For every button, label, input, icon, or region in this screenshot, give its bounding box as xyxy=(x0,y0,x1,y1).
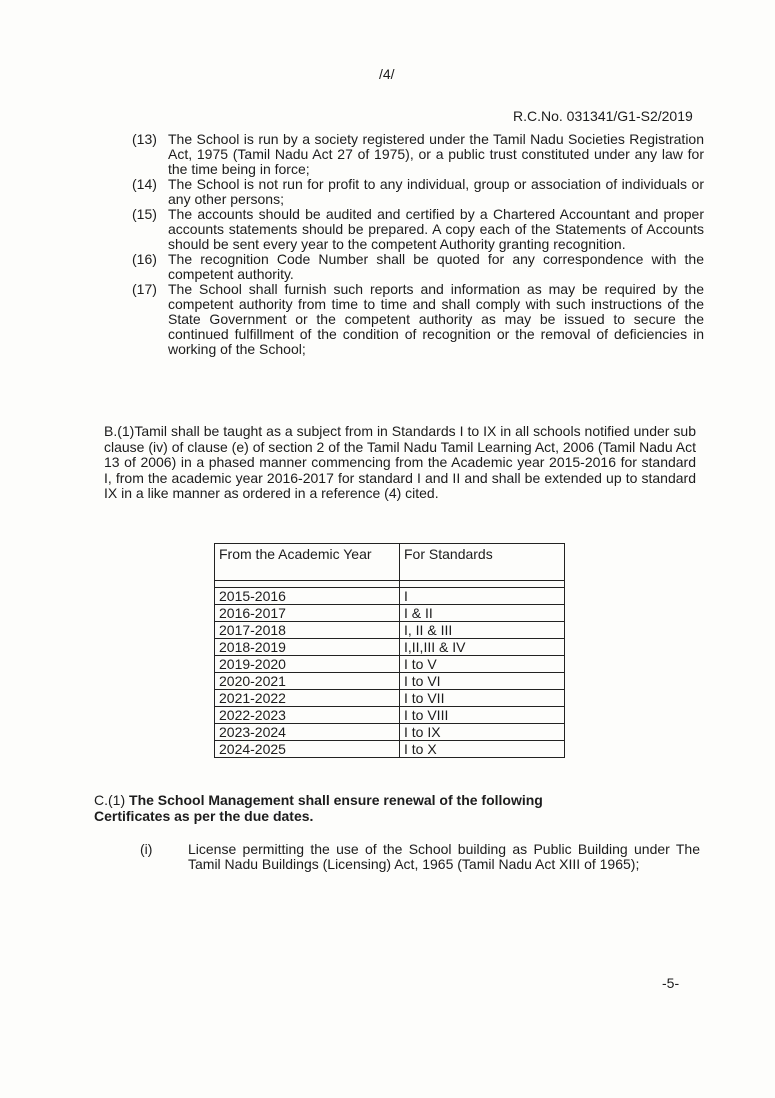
standards-cell: I to V xyxy=(400,656,565,673)
table-row xyxy=(215,707,565,724)
standards-cell: I, II & III xyxy=(400,622,565,639)
item-number: (16) xyxy=(132,251,157,267)
tamil-standards-table xyxy=(214,543,565,758)
item-number: (15) xyxy=(132,206,157,222)
list-item xyxy=(132,177,704,207)
section-b-paragraph: B.(1)Tamil shall be taught as a subject from in Standards I to IX in all schools notified under sub clause (iv) of clause (e) of section 2 of the Tamil Nadu Tamil Learning Act, 2006 (Tamil Nadu Act 13 of 2006) in a phased manner commencing from the Academic year 2015-2016 for standard I, from the academic year 2016-2017 for standard I and II and shall be extended up to standard IX in a like manner as ordered in a reference (4) cited. xyxy=(104,423,696,501)
conditions-list xyxy=(132,132,704,357)
table-row xyxy=(215,724,565,741)
column-header-year: From the Academic Year xyxy=(215,544,400,581)
item-number: (14) xyxy=(132,176,157,192)
item-text: The accounts should be audited and certified by a Chartered Accountant and proper accounts statements should be prepared. A copy each of the Statements of Accounts should be sent every year to the competent Authority granting recognition. xyxy=(168,206,704,252)
standards-cell: I to VIII xyxy=(400,707,565,724)
table-spacer-row xyxy=(215,581,565,588)
spacer-cell xyxy=(400,581,565,588)
standards-cell: I,II,III & IV xyxy=(400,639,565,656)
standards-cell: I to VII xyxy=(400,690,565,707)
year-cell: 2019-2020 xyxy=(215,656,400,673)
column-header-standards: For Standards xyxy=(400,544,565,581)
year-cell: 2021-2022 xyxy=(215,690,400,707)
section-c-heading xyxy=(94,792,594,824)
standards-cell: I & II xyxy=(400,605,565,622)
year-cell: 2020-2021 xyxy=(215,673,400,690)
year-cell: 2017-2018 xyxy=(215,622,400,639)
year-cell: 2016-2017 xyxy=(215,605,400,622)
table-row xyxy=(215,690,565,707)
item-text: The School is not run for profit to any individual, group or association of individuals or any other persons; xyxy=(168,176,704,207)
item-number: (17) xyxy=(132,281,157,297)
list-item xyxy=(132,132,704,177)
year-cell: 2024-2025 xyxy=(215,741,400,758)
spacer-cell xyxy=(215,581,400,588)
page-marker: /4/ xyxy=(379,66,395,82)
item-text: The School shall furnish such reports and information as may be required by the competent authority from time to time and shall comply with such instructions of the State Government or the competent authority as may be issued to secure the continued fulfillment of the condition of recognition or the removal of deficiencies in working of the School; xyxy=(168,281,704,357)
section-c-heading-text: The School Management shall ensure renewal of the following Certificates as per the due dates. xyxy=(94,792,543,824)
year-cell: 2015-2016 xyxy=(215,588,400,605)
section-c-prefix: C.(1) xyxy=(94,792,126,808)
item-number: (13) xyxy=(132,131,157,147)
standards-cell: I to VI xyxy=(400,673,565,690)
list-item xyxy=(132,252,704,282)
reference-number: R.C.No. 031341/G1-S2/2019 xyxy=(513,108,693,124)
table-row xyxy=(215,588,565,605)
item-text: License permitting the use of the School building as Public Building under The Tamil Nadu Buildings (Licensing) Act, 1965 (Tamil Nadu Act XIII of 1965); xyxy=(188,841,700,872)
table-row xyxy=(215,656,565,673)
year-cell: 2022-2023 xyxy=(215,707,400,724)
table-row xyxy=(215,639,565,656)
item-text: The School is run by a society registered under the Tamil Nadu Societies Registration Act, 1975 (Tamil Nadu Act 27 of 1975), or a public trust constituted under any law for the time being in force; xyxy=(168,131,704,177)
item-number: (i) xyxy=(140,841,153,857)
standards-cell: I to IX xyxy=(400,724,565,741)
standards-cell: I to X xyxy=(400,741,565,758)
table-row xyxy=(215,741,565,758)
table-row xyxy=(215,673,565,690)
list-item xyxy=(132,207,704,252)
table-header-row xyxy=(215,544,565,581)
year-cell: 2018-2019 xyxy=(215,639,400,656)
standards-cell: I xyxy=(400,588,565,605)
next-page-marker: -5- xyxy=(662,975,680,991)
list-item xyxy=(132,282,704,357)
table-row xyxy=(215,622,565,639)
table-row xyxy=(215,605,565,622)
item-text: The recognition Code Number shall be quoted for any correspondence with the competent authority. xyxy=(168,251,704,282)
list-item xyxy=(140,842,700,872)
year-cell: 2023-2024 xyxy=(215,724,400,741)
